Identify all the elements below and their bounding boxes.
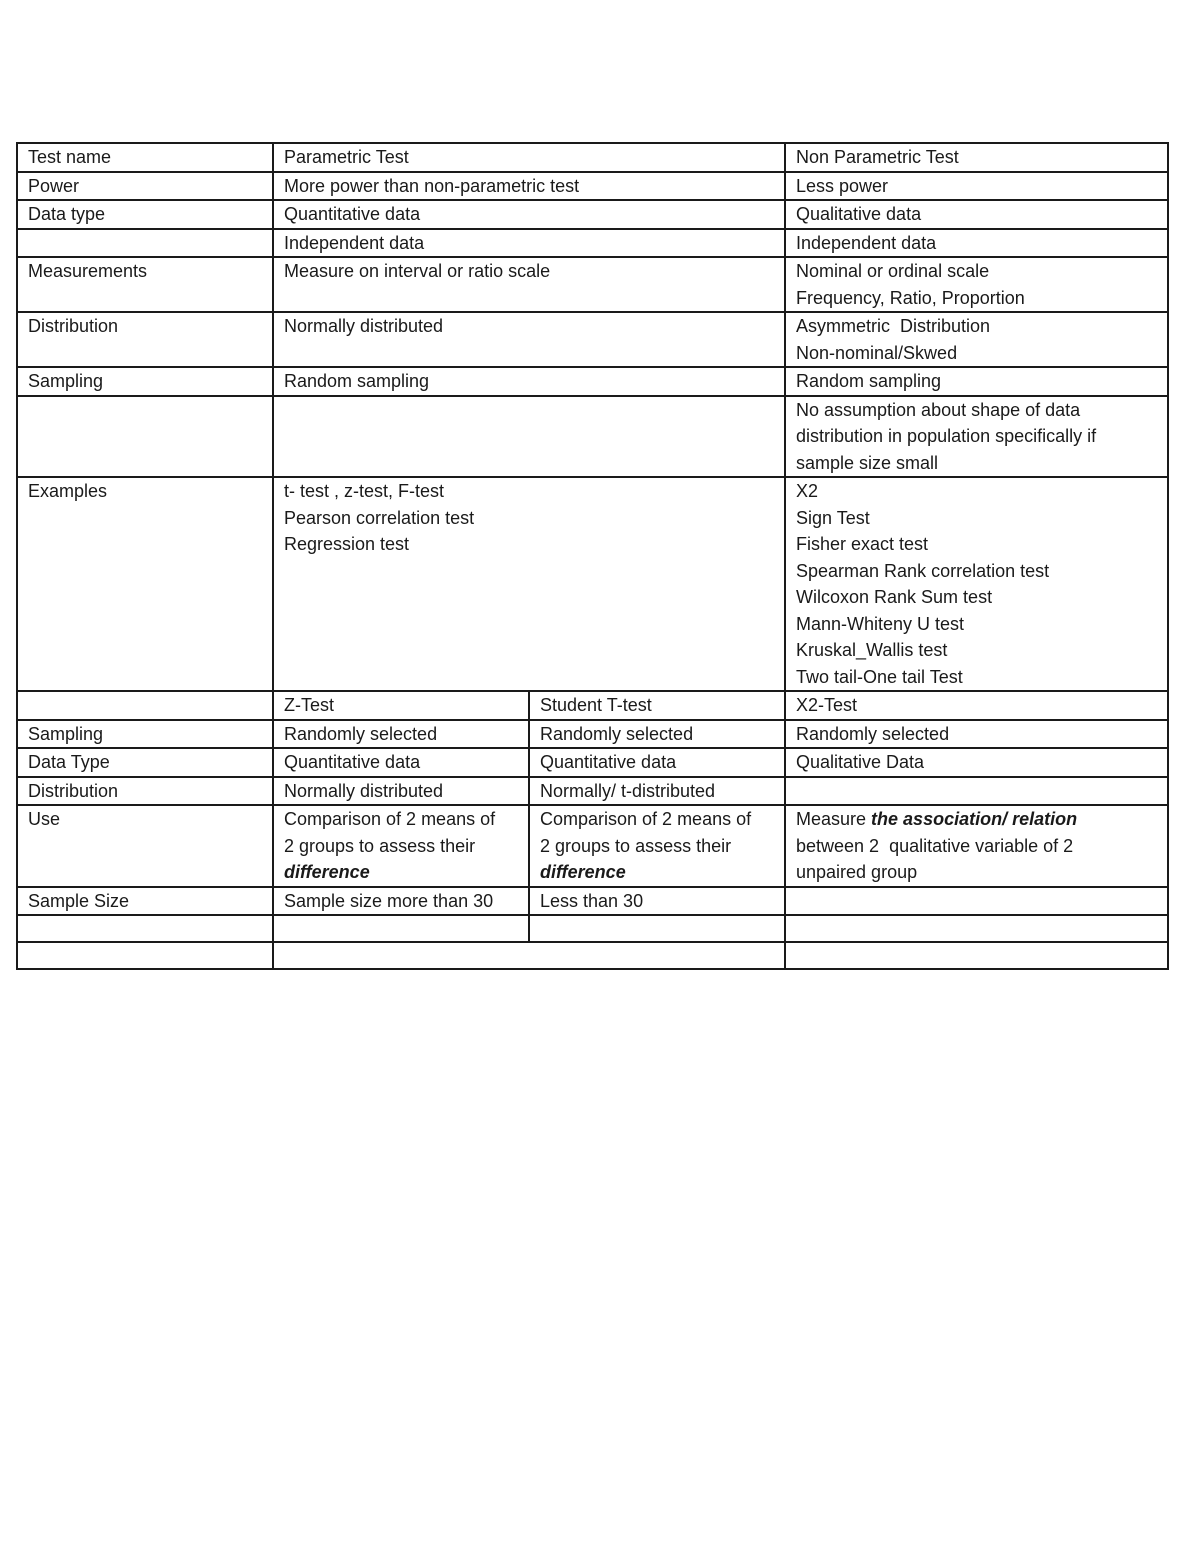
table-row (17, 312, 1168, 367)
table-row (17, 942, 1168, 969)
t-test-cell: Randomly selected (529, 720, 785, 749)
t-test-cell (529, 805, 785, 887)
cell-line: Quantitative data (284, 204, 421, 224)
cell-line: No assumption about shape of data (796, 399, 1081, 420)
row-label: Measurements (17, 257, 273, 312)
z-test-cell: Quantitative data (273, 748, 529, 777)
non-parametric-cell (785, 367, 1168, 396)
table-row (17, 172, 1168, 201)
non-parametric-cell (785, 396, 1168, 478)
cell-line: Independent data (284, 232, 425, 253)
row-label: Sample Size (17, 887, 273, 916)
row-label: Sampling (17, 367, 273, 396)
comparison-table (16, 142, 1169, 970)
header-x2-test: X2-Test (785, 691, 1168, 720)
table-header-row (17, 143, 1168, 172)
row-label: Power (17, 172, 273, 201)
cell-line: between 2 qualitative variable of 2 (796, 835, 1074, 856)
z-test-cell: Normally distributed (273, 777, 529, 806)
non-parametric-cell (785, 172, 1168, 201)
table-row (17, 777, 1168, 806)
t-test-cell: Quantitative data (529, 748, 785, 777)
cell-line: Random sampling (284, 371, 430, 391)
cell-line (796, 806, 1159, 833)
header-blank (17, 691, 273, 720)
emphasis-text: difference (540, 862, 626, 882)
parametric-cell (273, 229, 785, 258)
header-parametric: Parametric Test (273, 143, 785, 172)
cell-line: 2 groups to assess their (284, 835, 476, 856)
cell-line: Random sampling (796, 371, 942, 391)
parametric-cell (273, 367, 785, 396)
emphasis-text: difference (284, 862, 370, 882)
cell-line: Comparison of 2 means of (540, 809, 752, 829)
table-row (17, 396, 1168, 478)
header-non-parametric: Non Parametric Test (785, 143, 1168, 172)
emphasis-text: the association/ relation (871, 809, 1078, 829)
table-row (17, 720, 1168, 749)
parametric-cell (273, 312, 785, 367)
row-label (17, 229, 273, 258)
empty-cell (273, 942, 785, 969)
cell-line: Asymmetric Distribution (796, 316, 991, 336)
parametric-cell (273, 172, 785, 201)
cell-line: Spearman Rank correlation test (796, 560, 1050, 581)
cell-line: Nominal or ordinal scale (796, 261, 990, 281)
row-label: Sampling (17, 720, 273, 749)
cell-line: Pearson correlation test (284, 507, 475, 528)
empty-cell (17, 915, 273, 942)
table-row (17, 477, 1168, 691)
cell-line: Kruskal_Wallis test (796, 640, 948, 660)
x2-test-cell (785, 805, 1168, 887)
table-row (17, 367, 1168, 396)
row-label: Examples (17, 477, 273, 691)
row-label: Use (17, 805, 273, 887)
table-row (17, 229, 1168, 258)
parametric-cell (273, 257, 785, 312)
cell-line: Qualitative data (796, 204, 922, 224)
cell-line: Non-nominal/Skwed (796, 342, 958, 363)
table-header-row (17, 691, 1168, 720)
cell-line: Wilcoxon Rank Sum test (796, 587, 993, 607)
row-label: Distribution (17, 777, 273, 806)
cell-line: Fisher exact test (796, 534, 929, 554)
cell-line: Comparison of 2 means of (284, 809, 496, 829)
measure-prefix: Measure (796, 809, 872, 829)
cell-line: t- test , z-test, F-test (284, 481, 445, 501)
row-label: Distribution (17, 312, 273, 367)
non-parametric-cell (785, 312, 1168, 367)
z-test-cell (273, 805, 529, 887)
empty-cell (17, 942, 273, 969)
x2-test-cell (785, 777, 1168, 806)
table-row (17, 887, 1168, 916)
non-parametric-cell (785, 229, 1168, 258)
table-row (17, 805, 1168, 887)
row-label: Data type (17, 200, 273, 229)
table-row (17, 257, 1168, 312)
header-z-test: Z-Test (273, 691, 529, 720)
empty-cell (785, 915, 1168, 942)
cell-line: Sign Test (796, 507, 870, 528)
cell-line: distribution in population specifically if (796, 426, 1097, 446)
non-parametric-cell (785, 200, 1168, 229)
cell-line: Regression test (284, 534, 410, 554)
t-test-cell: Less than 30 (529, 887, 785, 916)
header-t-test: Student T-test (529, 691, 785, 720)
cell-line: Frequency, Ratio, Proportion (796, 287, 1025, 308)
cell-line: 2 groups to assess their (540, 835, 732, 856)
non-parametric-cell (785, 477, 1168, 691)
empty-cell (529, 915, 785, 942)
cell-line (540, 859, 776, 886)
cell-line: Normally distributed (284, 316, 444, 336)
cell-line: Independent data (796, 232, 937, 253)
cell-line (284, 859, 520, 886)
cell-line: Less power (796, 175, 889, 196)
z-test-cell: Sample size more than 30 (273, 887, 529, 916)
table-row (17, 200, 1168, 229)
cell-line: More power than non-parametric test (284, 175, 580, 196)
cell-line: Two tail-One tail Test (796, 666, 963, 687)
cell-line: sample size small (796, 452, 939, 473)
t-test-cell: Normally/ t-distributed (529, 777, 785, 806)
table-row (17, 915, 1168, 942)
row-label (17, 396, 273, 478)
cell-line: X2 (796, 481, 819, 501)
x2-test-cell: Randomly selected (785, 720, 1168, 749)
x2-test-cell (785, 887, 1168, 916)
cell-line: Mann-Whiteny U test (796, 613, 965, 634)
x2-test-cell: Qualitative Data (785, 748, 1168, 777)
header-test-name: Test name (17, 143, 273, 172)
non-parametric-cell (785, 257, 1168, 312)
table-row (17, 748, 1168, 777)
empty-cell (273, 915, 529, 942)
cell-line: Measure on interval or ratio scale (284, 261, 551, 281)
parametric-cell (273, 200, 785, 229)
parametric-cell (273, 396, 785, 478)
z-test-cell: Randomly selected (273, 720, 529, 749)
empty-cell (785, 942, 1168, 969)
parametric-cell (273, 477, 785, 691)
row-label: Data Type (17, 748, 273, 777)
cell-line: unpaired group (796, 862, 918, 882)
